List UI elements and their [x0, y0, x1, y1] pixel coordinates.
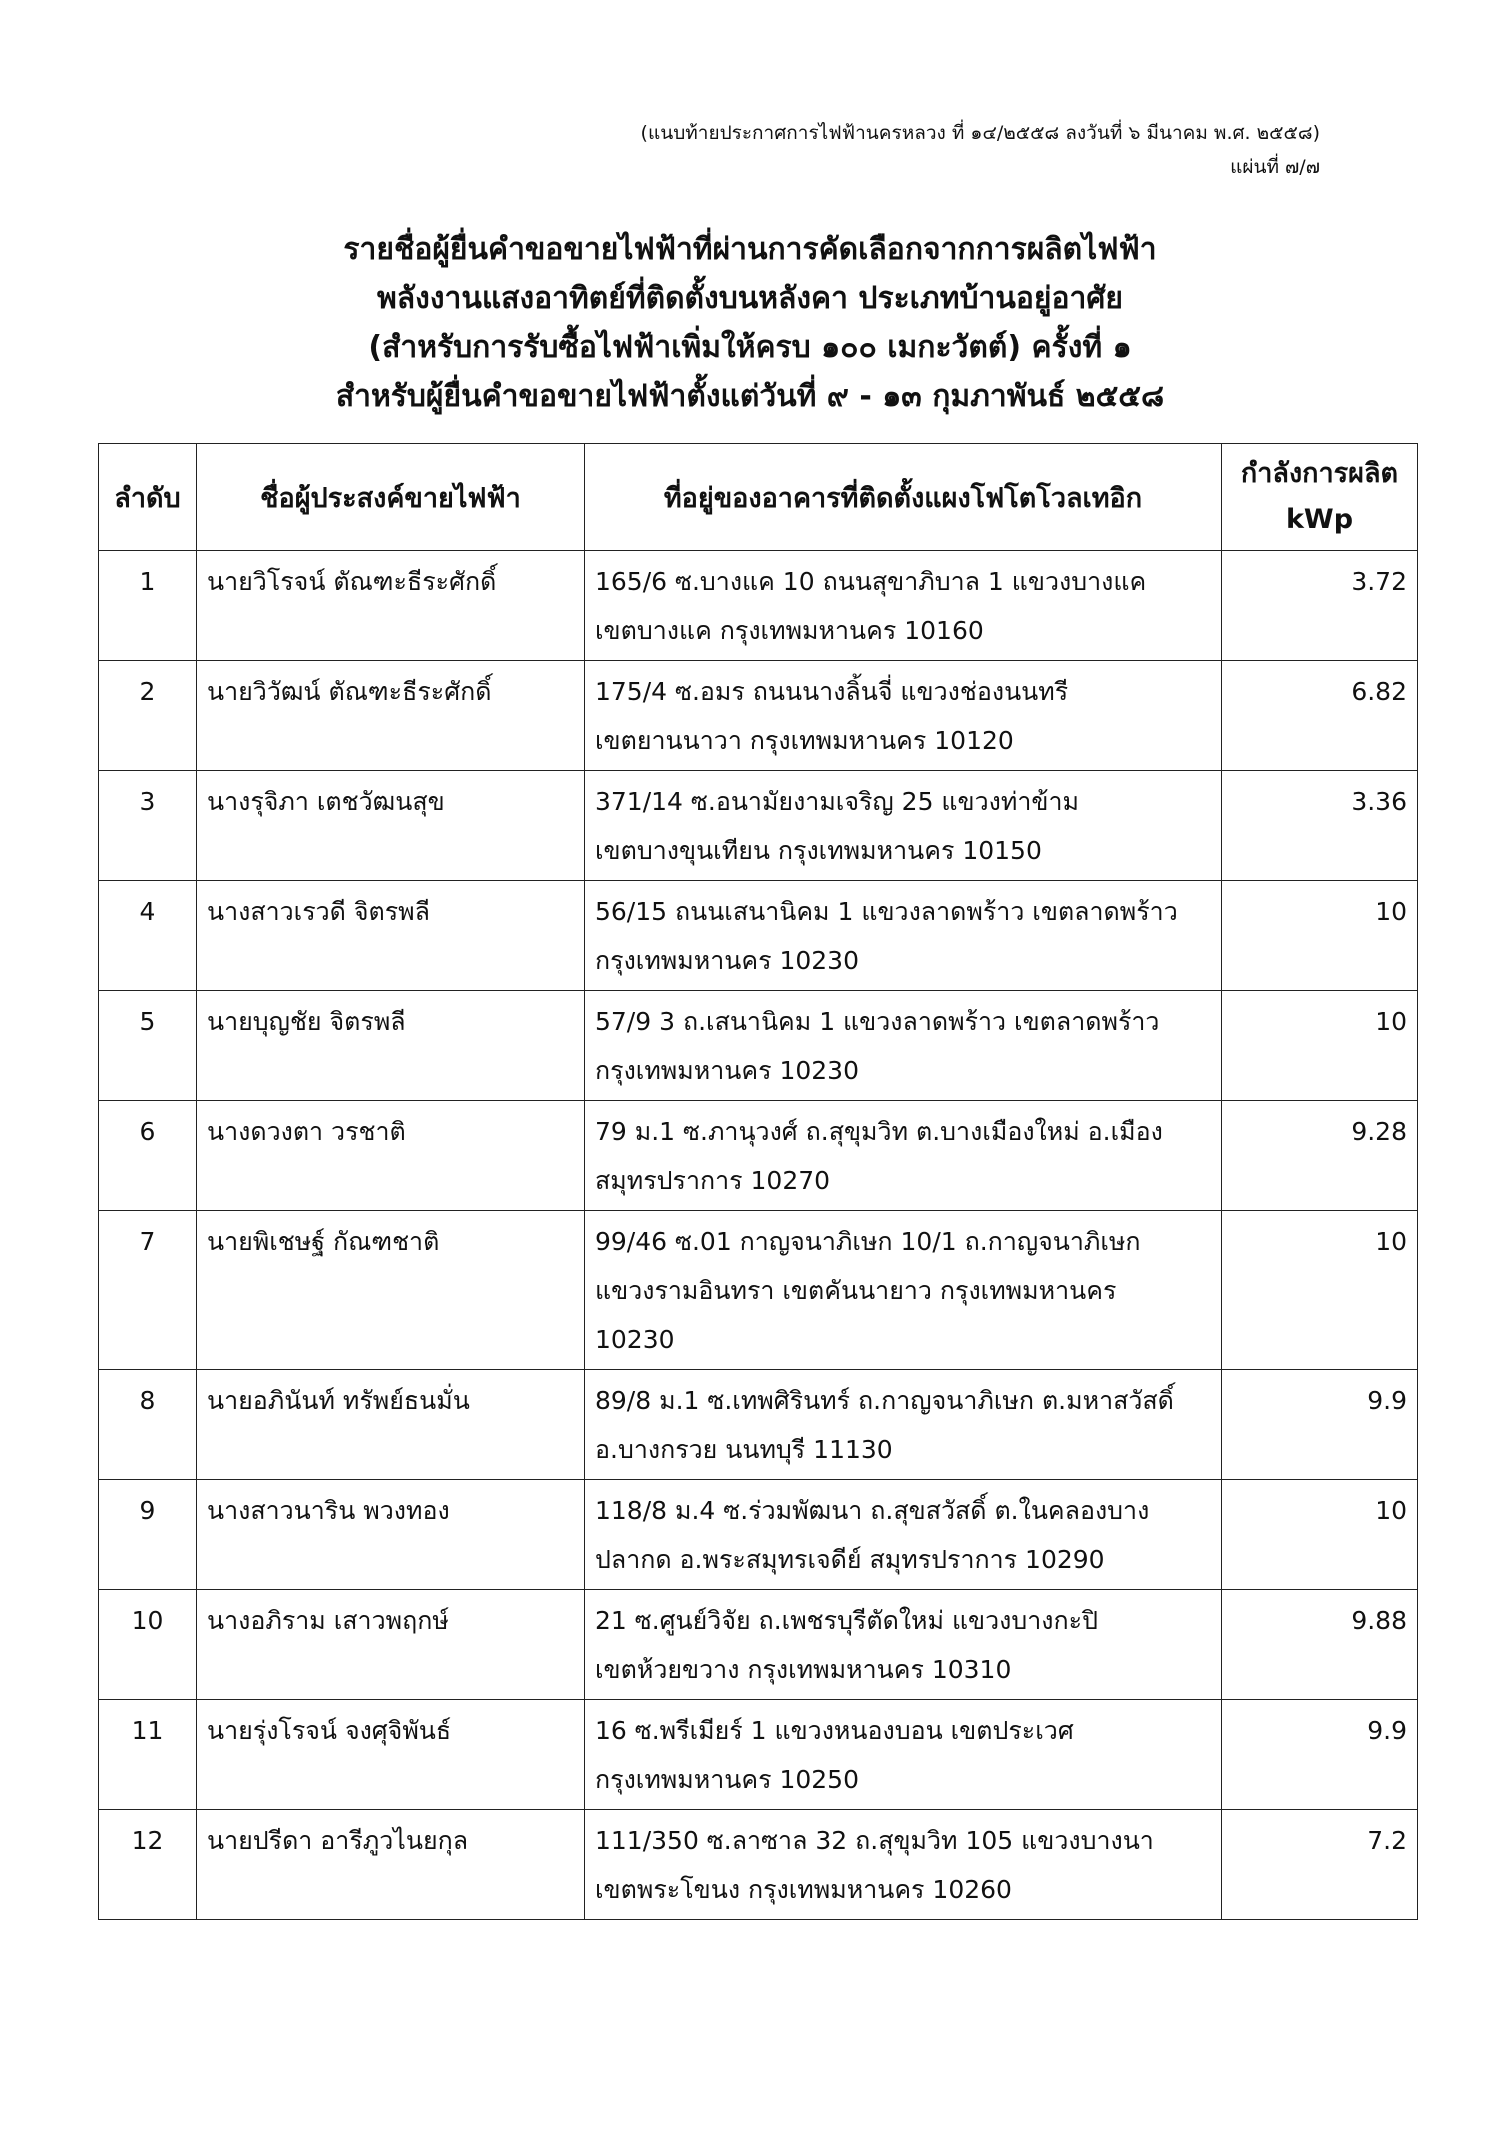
address-line: สมุทรปราการ 10270: [595, 1166, 831, 1195]
capacity-kwp: 10: [1222, 881, 1418, 991]
row-number: 6: [99, 1101, 197, 1211]
applicant-name: นางดวงตา วรชาติ: [197, 1101, 585, 1211]
address-line: 16 ซ.พรีเมียร์ 1 แขวงหนองบอน เขตประเวศ: [595, 1716, 1074, 1745]
table-row: [99, 1700, 1418, 1810]
installation-address: [585, 991, 1222, 1101]
header-no: ลำดับ: [99, 444, 197, 551]
applicant-table: [98, 443, 1418, 1920]
installation-address: [585, 1211, 1222, 1370]
header-name: ชื่อผู้ประสงค์ขายไฟฟ้า: [197, 444, 585, 551]
applicant-name: นางรุจิภา เตชวัฒนสุข: [197, 771, 585, 881]
row-number: 1: [99, 551, 197, 661]
table-row: [99, 1101, 1418, 1211]
applicant-name: นายรุ่งโรจน์ จงศุจิพันธ์: [197, 1700, 585, 1810]
row-number: 8: [99, 1370, 197, 1480]
table-row: [99, 551, 1418, 661]
installation-address: [585, 1810, 1222, 1920]
address-line: 79 ม.1 ซ.ภานุวงศ์ ถ.สุขุมวิท ต.บางเมืองใหม่ อ.เมือง: [595, 1117, 1163, 1146]
address-line: กรุงเทพมหานคร 10230: [595, 1056, 859, 1085]
applicant-name: นางสาวนาริน พวงทอง: [197, 1480, 585, 1590]
capacity-kwp: 7.2: [1222, 1810, 1418, 1920]
capacity-kwp: 9.9: [1222, 1370, 1418, 1480]
header-address: ที่อยู่ของอาคารที่ติดตั้งแผงโฟโตโวลเทอิก: [585, 444, 1222, 551]
capacity-kwp: 6.82: [1222, 661, 1418, 771]
address-line: 99/46 ซ.01 กาญจนาภิเษก 10/1 ถ.กาญจนาภิเษก: [595, 1227, 1141, 1256]
installation-address: [585, 551, 1222, 661]
table-row: [99, 1810, 1418, 1920]
capacity-kwp: 10: [1222, 1211, 1418, 1370]
header-capacity: [1222, 444, 1418, 551]
row-number: 3: [99, 771, 197, 881]
address-line: 165/6 ซ.บางแค 10 ถนนสุขาภิบาล 1 แขวงบางแค: [595, 567, 1147, 596]
table-row: [99, 881, 1418, 991]
table-row: [99, 1480, 1418, 1590]
row-number: 4: [99, 881, 197, 991]
applicant-name: นายปรีดา อารีภูวไนยกุล: [197, 1810, 585, 1920]
applicant-name: นายบุญชัย จิตรพลี: [197, 991, 585, 1101]
address-line: เขตบางขุนเทียน กรุงเทพมหานคร 10150: [595, 836, 1042, 865]
applicant-name: นายพิเชษฐ์ กัณฑชาติ: [197, 1211, 585, 1370]
address-line: 21 ซ.ศูนย์วิจัย ถ.เพชรบุรีตัดใหม่ แขวงบางกะปิ: [595, 1606, 1098, 1635]
applicant-name: นางอภิราม เสาวพฤกษ์: [197, 1590, 585, 1700]
address-line: ปลากด อ.พระสมุทรเจดีย์ สมุทรปราการ 10290: [595, 1545, 1105, 1574]
applicant-name: นางสาวเรวดี จิตรพลี: [197, 881, 585, 991]
installation-address: [585, 881, 1222, 991]
installation-address: [585, 1480, 1222, 1590]
capacity-kwp: 10: [1222, 1480, 1418, 1590]
address-line: อ.บางกรวย นนทบุรี 11130: [595, 1435, 893, 1464]
installation-address: [585, 771, 1222, 881]
capacity-kwp: 9.9: [1222, 1700, 1418, 1810]
address-line: 57/9 3 ถ.เสนานิคม 1 แขวงลาดพร้าว เขตลาดพร้าว: [595, 1007, 1160, 1036]
table-header-row: [99, 444, 1418, 551]
address-line: 118/8 ม.4 ซ.ร่วมพัฒนา ถ.สุขสวัสดิ์ ต.ในคลองบาง: [595, 1496, 1150, 1525]
attachment-reference: (แนบท้ายประกาศการไฟฟ้านครหลวง ที่ ๑๔/๒๕๕๘ ลงวันที่ ๖ มีนาคม พ.ศ. ๒๕๕๘): [640, 122, 1320, 144]
table-body: [99, 551, 1418, 1920]
header-capacity-label: กำลังการผลิต: [1240, 458, 1399, 489]
address-line: 111/350 ซ.ลาซาล 32 ถ.สุขุมวิท 105 แขวงบางนา: [595, 1826, 1154, 1855]
address-line: กรุงเทพมหานคร 10230: [595, 946, 859, 975]
table-row: [99, 1370, 1418, 1480]
row-number: 12: [99, 1810, 197, 1920]
address-line: เขตห้วยขวาง กรุงเทพมหานคร 10310: [595, 1655, 1012, 1684]
document-title: [0, 225, 1500, 421]
address-line: เขตยานนาวา กรุงเทพมหานคร 10120: [595, 726, 1014, 755]
installation-address: [585, 1101, 1222, 1211]
applicant-name: นายวิโรจน์ ตัณฑะธีระศักดิ์: [197, 551, 585, 661]
title-line-1: รายชื่อผู้ยื่นคำขอขายไฟฟ้าที่ผ่านการคัดเลือกจากการผลิตไฟฟ้า: [343, 232, 1157, 267]
capacity-kwp: 9.28: [1222, 1101, 1418, 1211]
applicant-name: นายวิวัฒน์ ตัณฑะธีระศักดิ์: [197, 661, 585, 771]
address-line: 89/8 ม.1 ซ.เทพศิรินทร์ ถ.กาญจนาภิเษก ต.มหาสวัสดิ์: [595, 1386, 1174, 1415]
table-row: [99, 991, 1418, 1101]
capacity-kwp: 3.36: [1222, 771, 1418, 881]
table-row: [99, 1211, 1418, 1370]
table-row: [99, 771, 1418, 881]
installation-address: [585, 1590, 1222, 1700]
applicant-name: นายอภินันท์ ทรัพย์ธนมั่น: [197, 1370, 585, 1480]
address-line: เขตบางแค กรุงเทพมหานคร 10160: [595, 616, 984, 645]
capacity-kwp: 3.72: [1222, 551, 1418, 661]
row-number: 2: [99, 661, 197, 771]
address-line: 10230: [595, 1325, 675, 1354]
row-number: 11: [99, 1700, 197, 1810]
address-line: เขตพระโขนง กรุงเทพมหานคร 10260: [595, 1875, 1012, 1904]
address-line: 371/14 ซ.อนามัยงามเจริญ 25 แขวงท่าข้าม: [595, 787, 1080, 816]
row-number: 7: [99, 1211, 197, 1370]
title-line-3: (สำหรับการรับซื้อไฟฟ้าเพิ่มให้ครบ ๑๐๐ เมกะวัตต์) ครั้งที่ ๑: [368, 330, 1132, 365]
table-row: [99, 1590, 1418, 1700]
installation-address: [585, 1370, 1222, 1480]
capacity-kwp: 9.88: [1222, 1590, 1418, 1700]
row-number: 10: [99, 1590, 197, 1700]
installation-address: [585, 1700, 1222, 1810]
row-number: 9: [99, 1480, 197, 1590]
title-line-2: พลังงานแสงอาทิตย์ที่ติดตั้งบนหลังคา ประเภทบ้านอยู่อาศัย: [377, 281, 1123, 316]
row-number: 5: [99, 991, 197, 1101]
sheet-number: แผ่นที่ ๗/๗: [1230, 156, 1320, 178]
installation-address: [585, 661, 1222, 771]
capacity-kwp: 10: [1222, 991, 1418, 1101]
address-line: 56/15 ถนนเสนานิคม 1 แขวงลาดพร้าว เขตลาดพร้าว: [595, 897, 1178, 926]
address-line: กรุงเทพมหานคร 10250: [595, 1765, 859, 1794]
table-row: [99, 661, 1418, 771]
title-line-4: สำหรับผู้ยื่นคำขอขายไฟฟ้าตั้งแต่วันที่ ๙ - ๑๓ กุมภาพันธ์ ๒๕๕๘: [335, 379, 1165, 414]
header-capacity-unit: kWp: [1285, 504, 1354, 535]
address-line: 175/4 ซ.อมร ถนนนางลิ้นจี่ แขวงช่องนนทรี: [595, 677, 1069, 706]
address-line: แขวงรามอินทรา เขตคันนายาว กรุงเทพมหานคร: [595, 1276, 1117, 1305]
